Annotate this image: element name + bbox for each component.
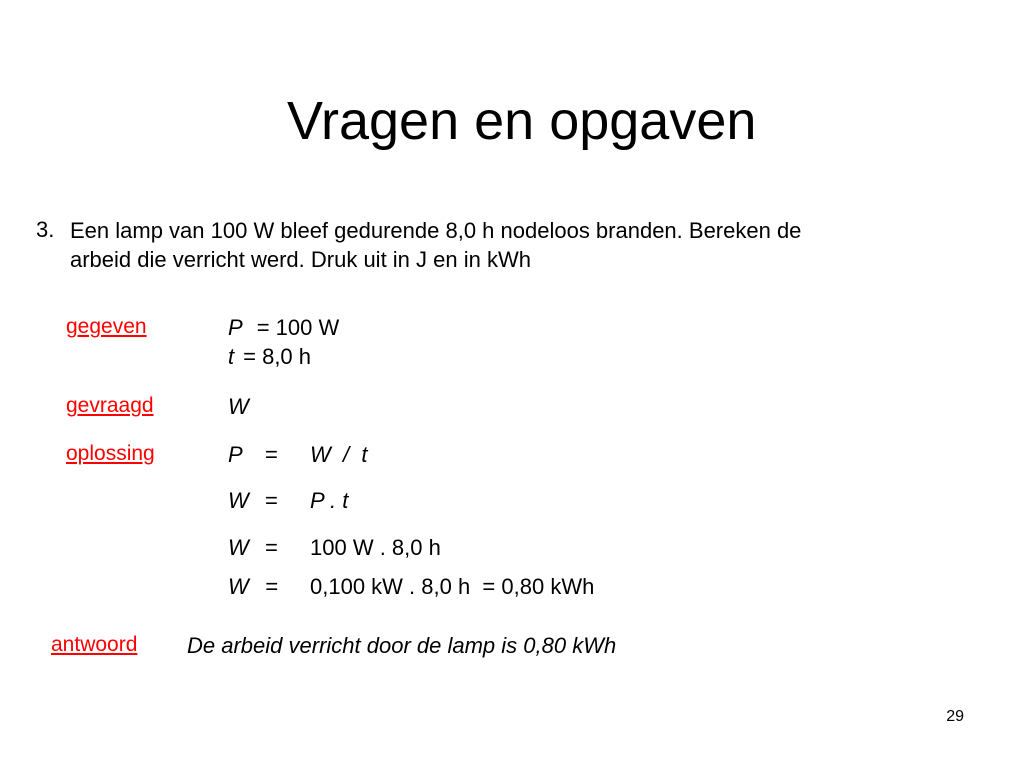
label-given[interactable]: gegeven xyxy=(66,315,147,338)
solution-lhs: W xyxy=(228,488,249,513)
question-number: 3. xyxy=(36,217,55,242)
solution-equals: = xyxy=(265,535,278,560)
label-asked[interactable]: gevraagd xyxy=(66,394,154,417)
solution-lhs: W xyxy=(228,535,249,560)
solution-lhs: W xyxy=(228,574,249,599)
question-text xyxy=(70,216,801,274)
question-line-2: arbeid die verricht werd. Druk uit in J en in kWh xyxy=(70,247,531,272)
solution-equals: = xyxy=(265,442,278,467)
given-power-value: = 100 W xyxy=(256,315,340,340)
solution-lhs: P xyxy=(228,442,243,467)
page-number: 29 xyxy=(946,708,964,725)
solution-equals: = xyxy=(265,574,278,599)
label-answer[interactable]: antwoord xyxy=(51,633,138,656)
solution-rhs: W / t xyxy=(310,442,368,467)
solution-rhs: 0,100 kW . 8,0 h = 0,80 kWh xyxy=(310,574,595,599)
answer-text: De arbeid verricht door de lamp is 0,80 kWh xyxy=(187,633,617,658)
slide-title: Vragen en opgaven xyxy=(287,91,757,151)
given-time-value: = 8,0 h xyxy=(243,344,312,369)
given-power-line xyxy=(228,315,339,341)
question-line-1: Een lamp van 100 W bleef gedurende 8,0 h nodeloos branden. Bereken de xyxy=(70,218,802,243)
given-time-line xyxy=(228,344,311,370)
given-power-symbol: P xyxy=(228,315,243,340)
asked-symbol: W xyxy=(228,394,249,419)
solution-equals: = xyxy=(265,488,278,513)
given-time-symbol: t xyxy=(228,344,235,369)
solution-rhs: P . t xyxy=(310,488,349,513)
label-solution[interactable]: oplossing xyxy=(66,442,155,465)
solution-rhs: 100 W . 8,0 h xyxy=(310,535,441,560)
